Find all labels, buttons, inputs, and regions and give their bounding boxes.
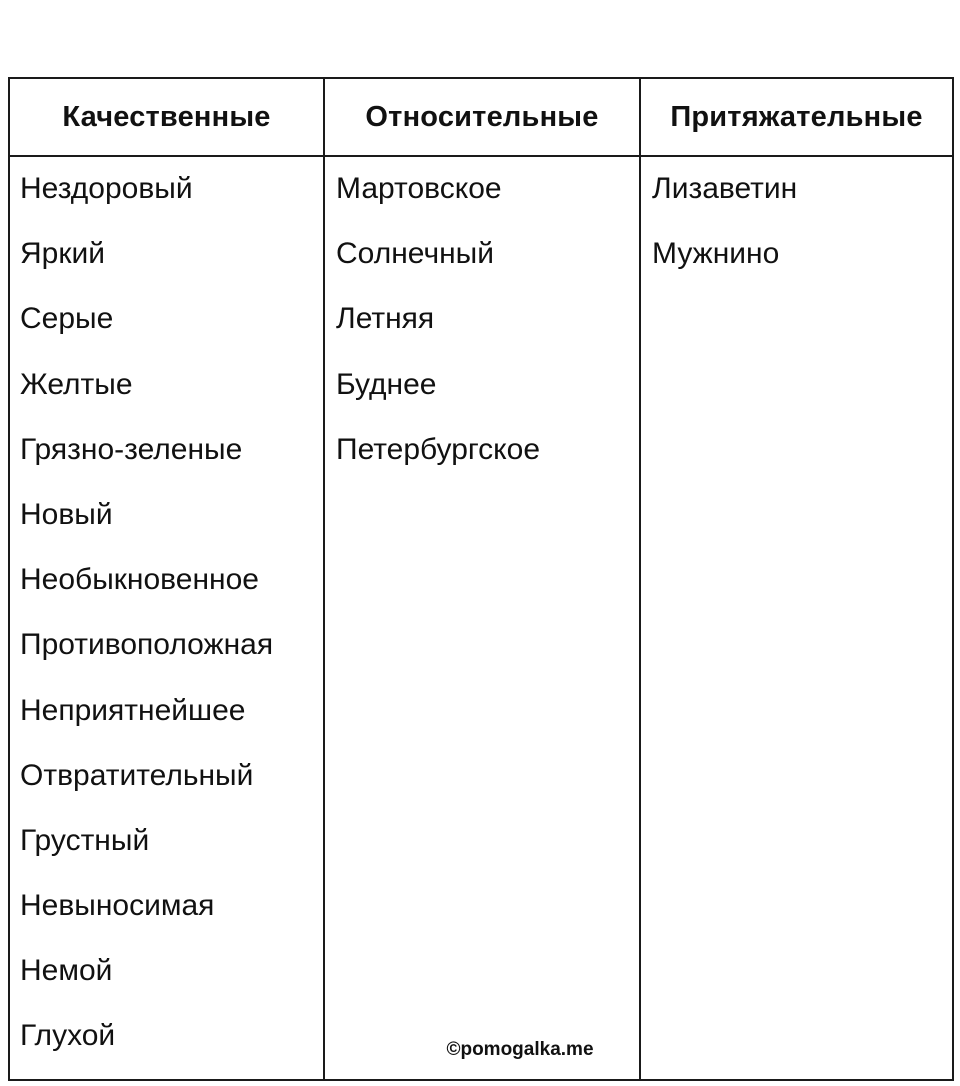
list-item: Грустный [20,823,150,857]
column-divider [639,79,641,1079]
list-item: Неприятнейшее [20,693,246,727]
list-item: Желтые [20,367,133,401]
column-divider [323,79,325,1079]
qualitative-column [20,167,273,1080]
header-qualitative: Качественные [62,100,271,133]
header-possessive: Притяжательные [670,100,923,133]
list-item: Противоположная [20,628,274,662]
list-item: Мужнино [652,237,780,271]
relative-column [336,167,540,493]
list-item: Грязно-зеленые [20,432,243,466]
header-divider [10,155,952,157]
list-item: Солнечный [336,237,494,271]
list-item: Буднее [336,367,437,401]
possessive-column [652,167,797,297]
list-item: Необыкновенное [20,563,259,597]
list-item: Петербургское [336,432,541,466]
list-item: Нездоровый [20,172,193,205]
watermark: ©pomogalka.me [446,1039,594,1060]
header-relative: Относительные [365,100,599,133]
adjectives-table [8,77,954,1081]
list-item: Лизаветин [652,172,798,205]
list-item: Яркий [20,237,105,271]
list-item: Отвратительный [20,758,254,792]
list-item: Немой [20,954,113,988]
list-item: Невыносимая [20,889,215,923]
list-item: Глухой [20,1019,116,1053]
list-item: Новый [20,497,113,531]
list-item: Летняя [336,302,435,336]
list-item: Серые [20,302,114,336]
list-item: Мартовское [336,172,502,205]
